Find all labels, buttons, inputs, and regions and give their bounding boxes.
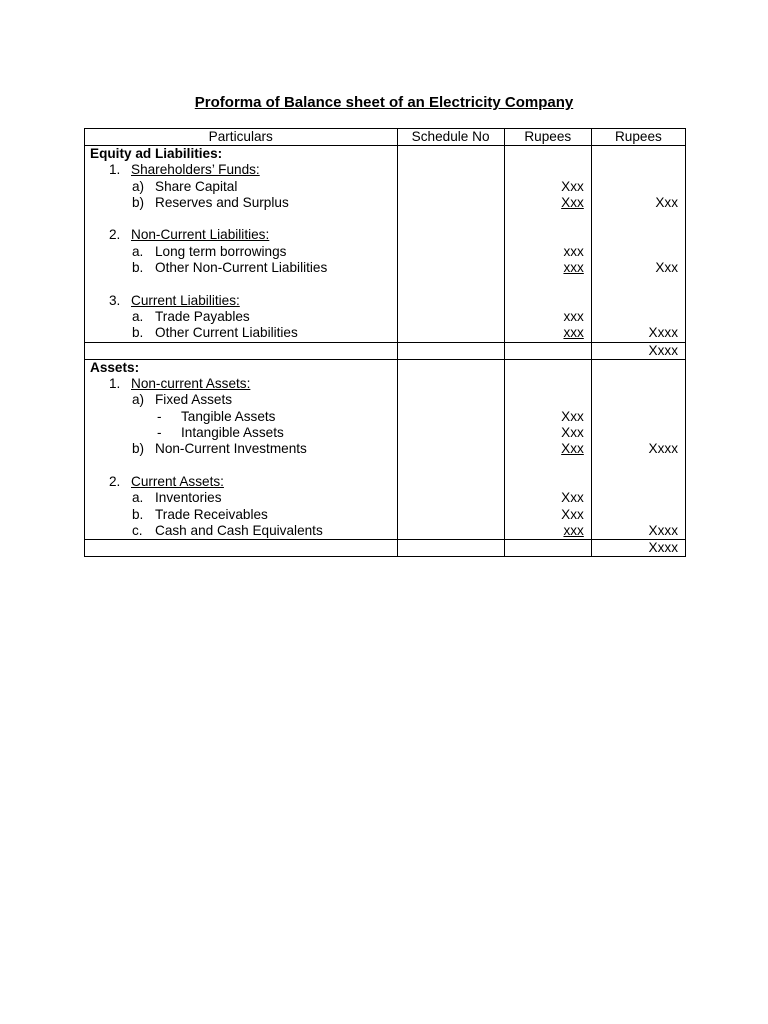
equity-total-row bbox=[85, 342, 686, 359]
subsection-heading: 1. Non-current Assets: bbox=[109, 376, 251, 392]
amount: xxx bbox=[563, 243, 584, 259]
amount: Xxx bbox=[561, 194, 584, 210]
amount: xxx bbox=[563, 522, 584, 538]
list-item: a. Inventories bbox=[132, 490, 222, 506]
section-heading: Equity ad Liabilities: bbox=[90, 146, 223, 161]
document-title: Proforma of Balance sheet of an Electricity Company bbox=[194, 94, 574, 111]
amount: xxx bbox=[563, 260, 584, 276]
equity-particulars-cell bbox=[85, 146, 398, 343]
equity-liabilities-section bbox=[85, 146, 686, 343]
amount: xxx bbox=[563, 325, 584, 341]
list-item: b. Trade Receivables bbox=[132, 506, 268, 522]
header-particulars: Particulars bbox=[85, 129, 398, 146]
subtotal: Xxxx bbox=[648, 522, 678, 538]
subsection-heading: 2. Non-Current Liabilities: bbox=[109, 227, 270, 243]
assets-schedule-cell bbox=[397, 359, 504, 539]
spacer bbox=[85, 458, 397, 474]
total-amount: Xxxx bbox=[648, 342, 678, 358]
assets-rupees-2-cell bbox=[591, 359, 685, 539]
list-item: a. Long term borrowings bbox=[132, 243, 287, 259]
list-item: b) Non-Current Investments bbox=[132, 441, 307, 457]
table-header-row bbox=[85, 129, 686, 146]
header-rupees-2: Rupees bbox=[591, 129, 685, 146]
assets-particulars-cell bbox=[85, 359, 398, 539]
list-item: a) Share Capital bbox=[132, 178, 238, 194]
list-item: a) Fixed Assets bbox=[132, 392, 233, 408]
amount: Xxx bbox=[561, 178, 584, 194]
assets-rupees-1-cell bbox=[504, 359, 591, 539]
total-amount: Xxxx bbox=[648, 540, 678, 556]
subtotal: Xxxx bbox=[648, 441, 678, 457]
spacer bbox=[85, 211, 397, 227]
subsection-heading: 2. Current Assets: bbox=[109, 473, 224, 489]
list-item: b) Reserves and Surplus bbox=[132, 194, 289, 210]
list-item: - Intangible Assets bbox=[157, 425, 284, 441]
header-schedule-no: Schedule No bbox=[397, 129, 504, 146]
spacer bbox=[85, 276, 397, 292]
assets-total-row bbox=[85, 540, 686, 557]
header-rupees-1: Rupees bbox=[504, 129, 591, 146]
list-item: - Tangible Assets bbox=[157, 408, 276, 424]
equity-rupees-1-cell bbox=[504, 146, 591, 343]
balance-sheet-table bbox=[84, 128, 686, 557]
amount: xxx bbox=[563, 308, 584, 324]
section-heading: Assets: bbox=[90, 359, 140, 375]
amount: Xxx bbox=[561, 506, 584, 522]
subtotal: Xxx bbox=[655, 260, 678, 276]
amount: Xxx bbox=[561, 490, 584, 506]
list-item: b. Other Current Liabilities bbox=[132, 325, 298, 341]
equity-schedule-cell bbox=[397, 146, 504, 343]
subtotal: Xxxx bbox=[648, 325, 678, 341]
list-item: a. Trade Payables bbox=[132, 308, 250, 324]
assets-section bbox=[85, 359, 686, 539]
subtotal: Xxx bbox=[655, 194, 678, 210]
amount: Xxx bbox=[561, 441, 584, 457]
subsection-heading: 1. Shareholders’ Funds: bbox=[109, 162, 260, 178]
subsection-heading: 3. Current Liabilities: bbox=[109, 292, 240, 308]
amount: Xxx bbox=[561, 425, 584, 441]
amount: Xxx bbox=[561, 408, 584, 424]
equity-rupees-2-cell bbox=[591, 146, 685, 343]
list-item: c. Cash and Cash Equivalents bbox=[132, 522, 323, 538]
list-item: b. Other Non-Current Liabilities bbox=[132, 260, 328, 276]
